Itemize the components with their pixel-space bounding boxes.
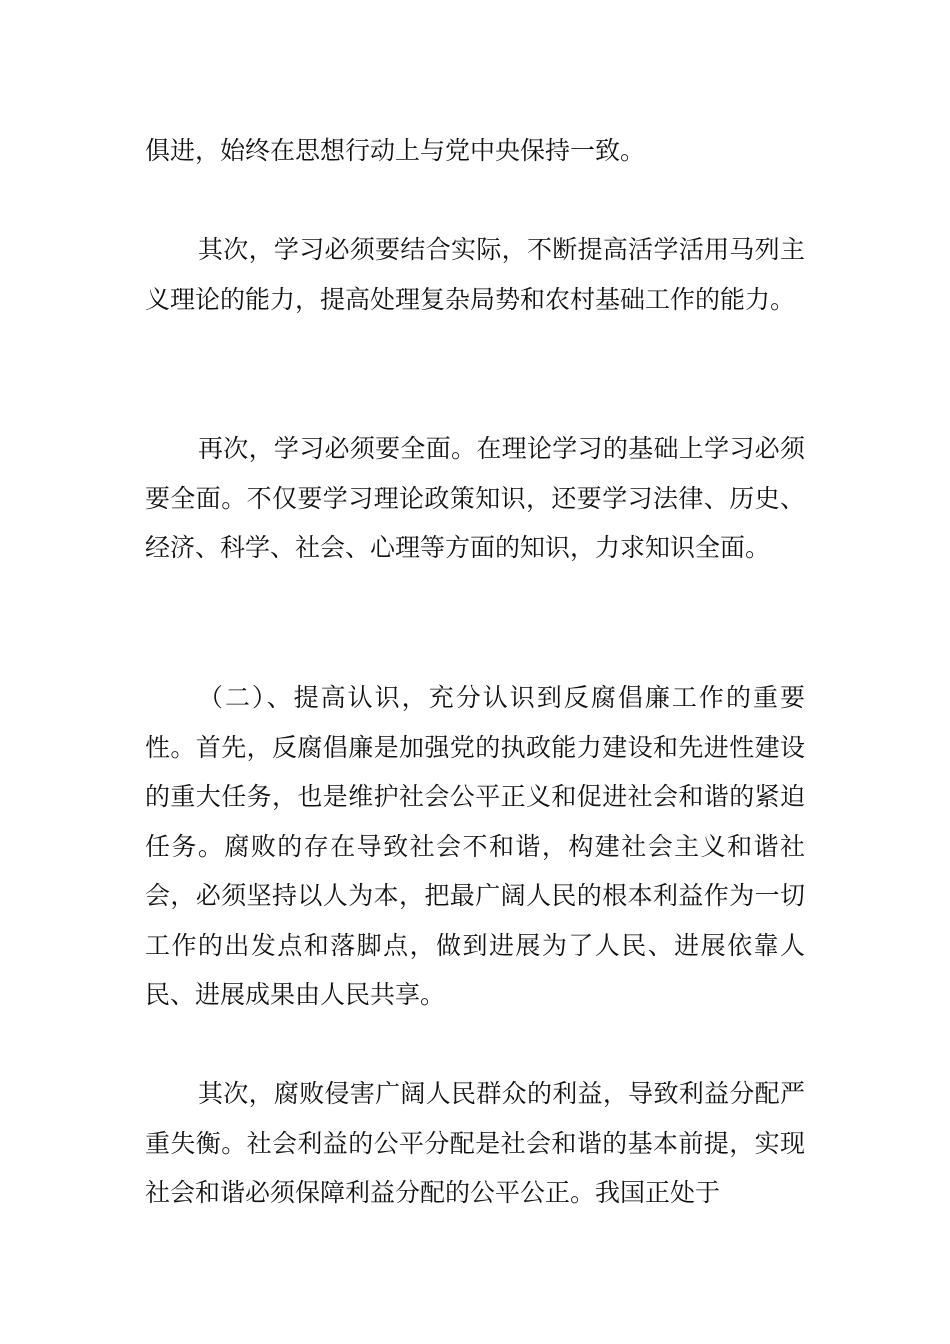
paragraph-section-two: （二）、提高认识，充分认识到反腐倡廉工作的重要性。首先，反腐倡廉是加强党的执政能力建设和先进性建设的重大任务，也是维护社会公平正义和促进社会和谐的紧迫任务。腐败的存在导致社会不和谐，构建社会主义和谐社会，必须坚持以人为本，把最广阔人民的根本利益作为一切工作的出发点和落脚点，做到进展为了人民、进展依靠人民、进展成果由人民共享。 [145,683,805,1009]
paragraph-continuation: 俱进，始终在思想行动上与党中央保持一致。 [145,136,646,165]
paragraph-study-comprehensive: 再次，学习必须要全面。在理论学习的基础上学习必须要全面。不仅要学习理论政策知识，还要学习法律、历史、经济、科学、社会、心理等方面的知识，力求知识全面。 [145,434,805,562]
paragraph-corruption-interests: 其次，腐败侵害广阔人民群众的利益，导致利益分配严重失衡。社会利益的公平分配是社会和谐的基本前提，实现社会和谐必须保障利益分配的公平公正。我国正处于 [145,1079,805,1207]
paragraph-study-practice: 其次，学习必须要结合实际，不断提高活学活用马列主义理论的能力，提高处理复杂局势和农村基础工作的能力。 [145,235,805,314]
